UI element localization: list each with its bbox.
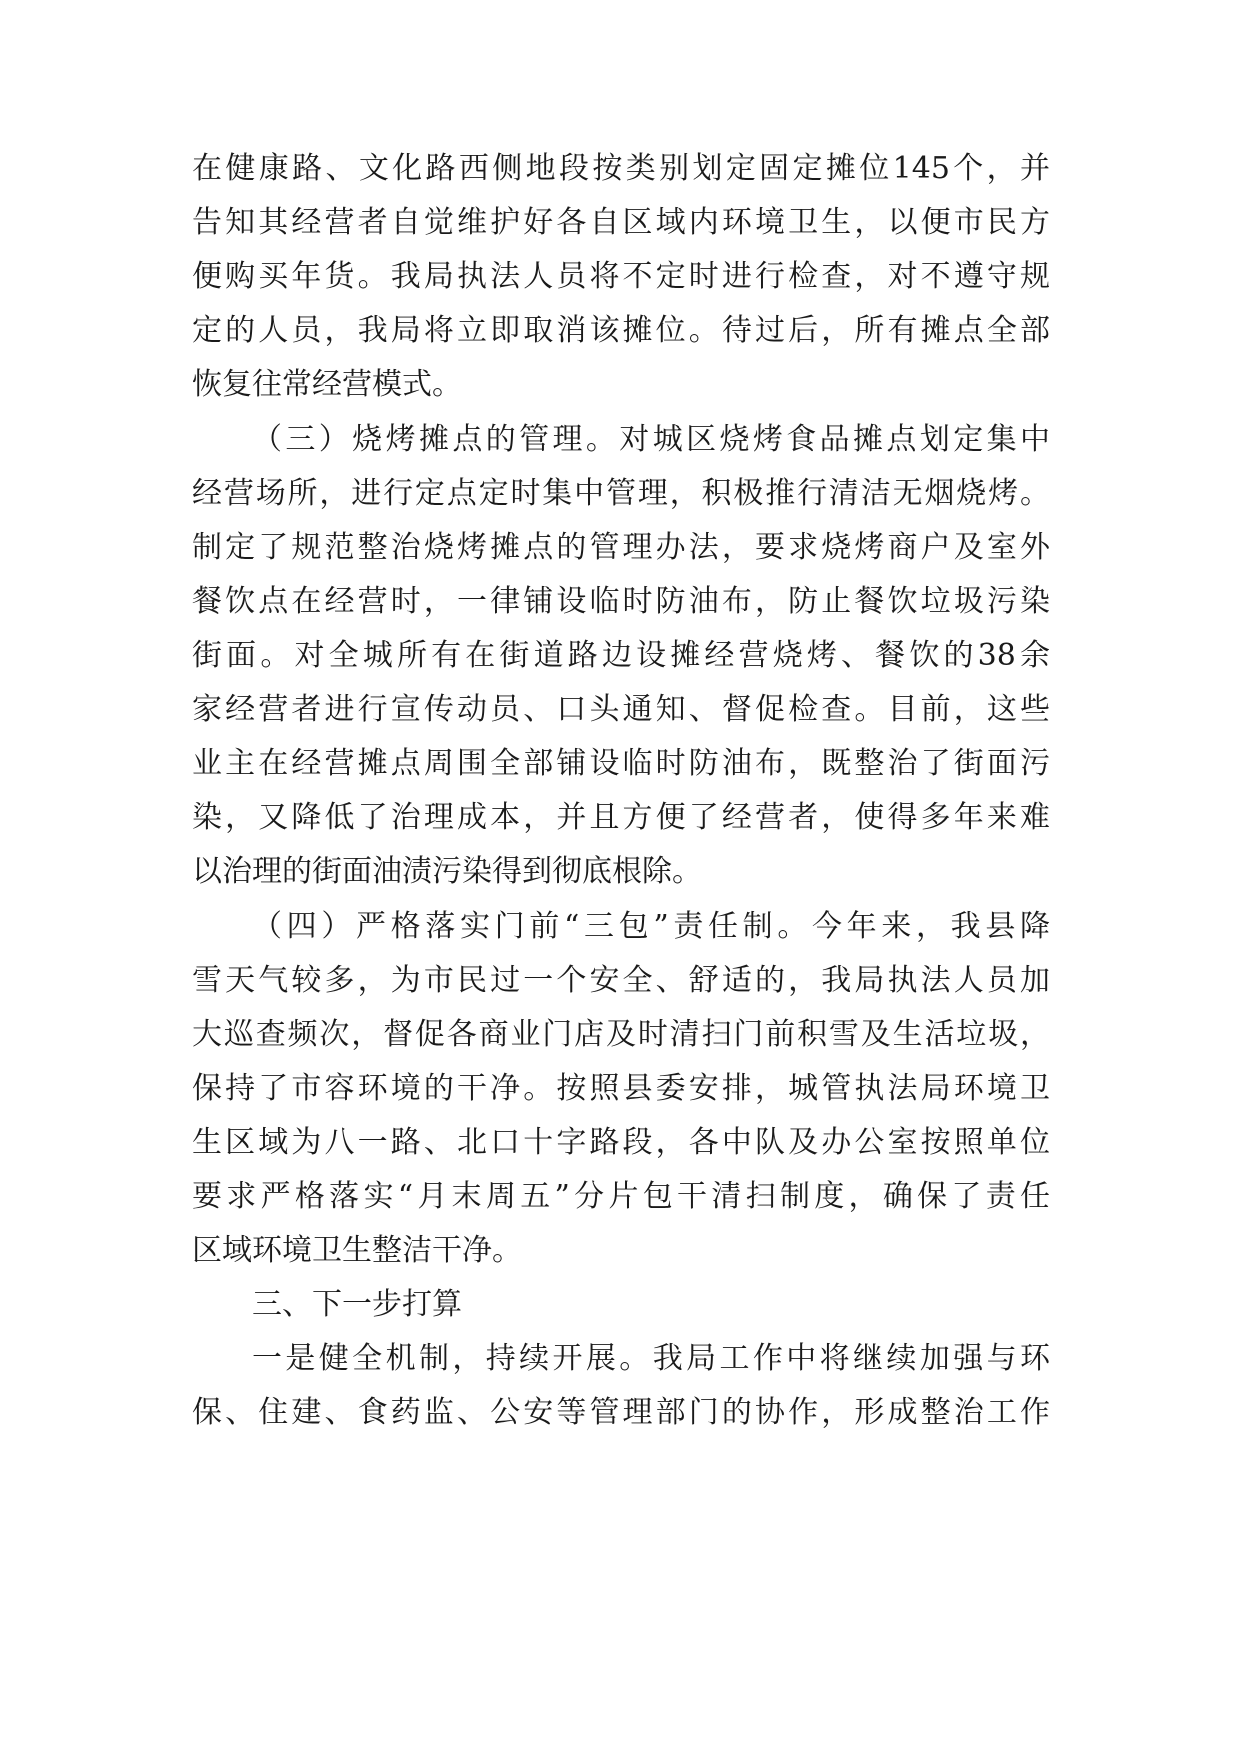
text-line: 大巡查频次，督促各商业门店及时清扫门前积雪及生活垃圾， bbox=[192, 1017, 1050, 1052]
text-line: 要求严格落实“月末周五”分片包干清扫制度，确保了责任 bbox=[192, 1179, 1050, 1214]
text-line: 恢复往常经营模式。 bbox=[192, 367, 462, 402]
text-line: 保持了市容环境的干净。按照县委安排，城管执法局环境卫 bbox=[192, 1071, 1050, 1106]
text-line: 定的人员，我局将立即取消该摊位。待过后，所有摊点全部 bbox=[192, 313, 1050, 348]
text-line: 生区域为八一路、北口十字路段，各中队及办公室按照单位 bbox=[192, 1125, 1050, 1160]
text-line: 以治理的街面油渍污染得到彻底根除。 bbox=[192, 854, 702, 889]
text-line: 保、住建、食药监、公安等管理部门的协作，形成整治工作 bbox=[192, 1395, 1050, 1430]
text-line: 一是健全机制，持续开展。我局工作中将继续加强与环 bbox=[252, 1341, 1050, 1376]
text-line: 染，又降低了治理成本，并且方便了经营者，使得多年来难 bbox=[192, 800, 1050, 835]
text-line: 区域环境卫生整洁干净。 bbox=[192, 1233, 522, 1268]
paragraph-heading-3: （三）烧烤摊点的管理。对城区烧烤食品摊点划定集中 bbox=[252, 422, 1050, 457]
text-line: 经营场所，进行定点定时集中管理，积极推行清洁无烟烧烤。 bbox=[192, 476, 1050, 511]
text-line: 在健康路、文化路西侧地段按类别划定固定摊位145个，并 bbox=[192, 151, 1050, 186]
text-line: 便购买年货。我局执法人员将不定时进行检查，对不遵守规 bbox=[192, 259, 1050, 294]
text-line: 街面。对全城所有在街道路边设摊经营烧烤、餐饮的38余 bbox=[192, 638, 1050, 673]
text-line: 制定了规范整治烧烤摊点的管理办法，要求烧烤商户及室外 bbox=[192, 530, 1050, 565]
paragraph-heading-4: （四）严格落实门前“三包”责任制。今年来，我县降 bbox=[252, 909, 1050, 944]
section-heading: 三、下一步打算 bbox=[252, 1287, 462, 1322]
text-line: 告知其经营者自觉维护好各自区域内环境卫生，以便市民方 bbox=[192, 205, 1050, 240]
text-line: 雪天气较多，为市民过一个安全、舒适的，我局执法人员加 bbox=[192, 963, 1050, 998]
text-line: 餐饮点在经营时，一律铺设临时防油布，防止餐饮垃圾污染 bbox=[192, 584, 1050, 619]
text-line: 家经营者进行宣传动员、口头通知、督促检查。目前，这些 bbox=[192, 692, 1050, 727]
text-line: 业主在经营摊点周围全部铺设临时防油布，既整治了街面污 bbox=[192, 746, 1050, 781]
